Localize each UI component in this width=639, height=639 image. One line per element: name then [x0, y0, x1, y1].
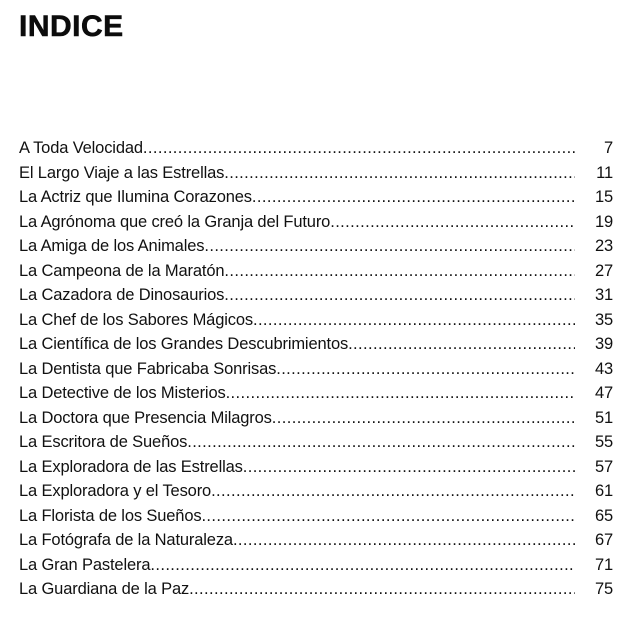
toc-entry-title: La Actriz que Ilumina Corazones — [19, 188, 252, 206]
toc-entry-page: 51 — [594, 408, 613, 427]
toc-entry-page: 55 — [594, 433, 613, 451]
toc-entry — [19, 553, 613, 578]
toc-dot-leader — [224, 161, 575, 186]
toc-entry-title: La Guardiana de la Paz — [19, 580, 190, 598]
toc-entry-page: 35 — [594, 310, 613, 329]
toc-entry-page: 47 — [594, 384, 613, 402]
toc-entry — [19, 283, 613, 308]
page-title: INDICE — [19, 10, 124, 43]
toc-entry-page: 15 — [594, 188, 613, 206]
toc-entry-page: 39 — [594, 335, 613, 353]
toc-dot-leader — [330, 210, 575, 235]
toc-entry-title: La Cazadora de Dinosaurios — [19, 286, 225, 304]
toc-entry — [19, 406, 613, 431]
toc-entry — [19, 479, 613, 504]
toc-entry — [19, 259, 613, 284]
toc-entry-title: La Chef de los Sabores Mágicos — [19, 310, 253, 329]
toc-entry-title: La Fotógrafa de la Naturaleza — [19, 531, 233, 549]
toc-entry — [19, 504, 613, 529]
toc-entry-page: 19 — [594, 212, 613, 231]
toc-entry — [19, 381, 613, 406]
toc-entry-page: 7 — [603, 139, 613, 157]
toc-dot-leader — [233, 528, 575, 553]
toc-dot-leader — [201, 504, 575, 529]
toc-dot-leader — [276, 357, 575, 382]
toc-entry-title: La Doctora que Presencia Milagros — [19, 408, 272, 427]
table-of-contents — [19, 136, 613, 602]
toc-entry — [19, 430, 613, 455]
toc-dot-leader — [243, 455, 575, 480]
toc-entry-title: La Exploradora y el Tesoro — [19, 482, 212, 500]
toc-entry-page: 27 — [594, 261, 613, 280]
toc-entry-title: La Científica de los Grandes Descubrimientos — [19, 335, 349, 353]
toc-entry — [19, 577, 613, 602]
toc-dot-leader — [204, 234, 575, 259]
toc-entry-title: La Escritora de Sueños — [19, 433, 188, 451]
toc-entry-title: La Detective de los Misterios — [19, 384, 226, 402]
toc-dot-leader — [252, 185, 575, 210]
toc-entry-page: 71 — [594, 555, 613, 574]
toc-dot-leader — [143, 136, 575, 161]
toc-entry-title: La Exploradora de las Estrellas — [19, 457, 243, 476]
toc-entry-title: El Largo Viaje a las Estrellas — [19, 163, 225, 182]
toc-entry-page: 67 — [594, 531, 613, 549]
toc-dot-leader — [189, 577, 575, 602]
toc-entry — [19, 528, 613, 553]
toc-entry — [19, 308, 613, 333]
toc-dot-leader — [224, 259, 575, 284]
toc-dot-leader — [150, 553, 575, 578]
toc-entry — [19, 210, 613, 235]
toc-entry-title: La Dentista que Fabricaba Sonrisas — [19, 359, 277, 378]
toc-entry-title: La Agrónoma que creó la Granja del Futuro — [19, 212, 331, 231]
toc-entry — [19, 185, 613, 210]
toc-entry-title: A Toda Velocidad — [19, 139, 143, 157]
toc-entry-page: 65 — [594, 506, 613, 525]
toc-entry — [19, 161, 613, 186]
toc-entry-page: 23 — [594, 237, 613, 255]
toc-entry-page: 31 — [594, 286, 613, 304]
toc-entry-page: 75 — [594, 580, 613, 598]
toc-entry-page: 57 — [594, 457, 613, 476]
toc-entry — [19, 357, 613, 382]
toc-dot-leader — [348, 332, 575, 357]
toc-entry-page: 61 — [594, 482, 613, 500]
toc-entry-title: La Gran Pastelera — [19, 555, 151, 574]
toc-entry-title: La Amiga de los Animales — [19, 237, 205, 255]
toc-dot-leader — [211, 479, 575, 504]
toc-dot-leader — [226, 381, 575, 406]
toc-entry — [19, 455, 613, 480]
toc-entry-title: La Campeona de la Maratón — [19, 261, 225, 280]
toc-entry-page: 43 — [594, 359, 613, 378]
toc-entry-page: 11 — [596, 163, 613, 182]
toc-entry-title: La Florista de los Sueños — [19, 506, 202, 525]
toc-entry — [19, 332, 613, 357]
toc-dot-leader — [187, 430, 575, 455]
toc-dot-leader — [224, 283, 575, 308]
toc-entry — [19, 234, 613, 259]
toc-entry — [19, 136, 613, 161]
toc-dot-leader — [253, 308, 575, 333]
toc-dot-leader — [272, 406, 575, 431]
